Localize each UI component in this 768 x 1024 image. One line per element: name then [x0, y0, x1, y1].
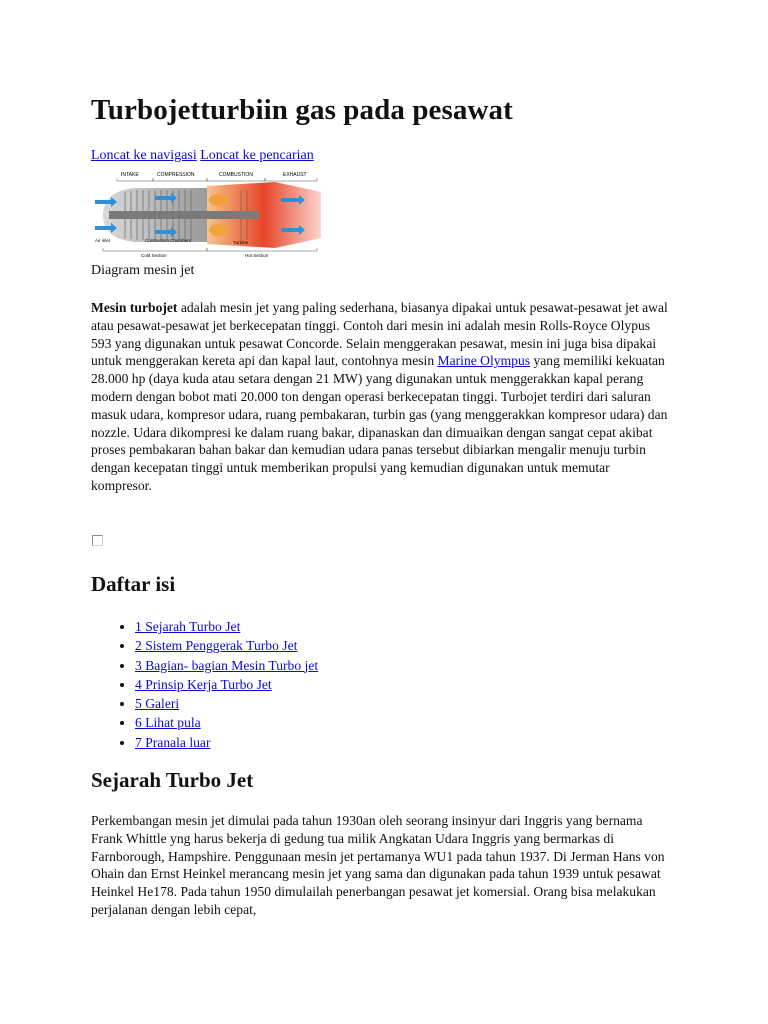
diagram-label-combustion-chambers: Combustion Chambers — [145, 238, 192, 243]
toc-item — [135, 656, 318, 675]
broken-image-icon — [92, 535, 103, 546]
skip-to-search-link[interactable]: Loncat ke pencarian — [200, 148, 314, 163]
toc-link-lihat-pula[interactable]: 6 Lihat pula — [135, 715, 201, 731]
section-paragraph-sejarah: Perkembangan mesin jet dimulai pada tahun 1930an oleh seorang insinyur dari Inggris yang bernama Frank Whittle yng harus bekerja di gedung tua milik Angkatan Udara Inggris yang bermarkas di Farnborough, Hampshire. Penggunaan mesin jet pertamanya WU1 pada tahun 1937. Di Jerman Hans von Ohain dan Ernst Heinkel merancang mesin jet yang sama dan digunakan pada tahun 1939 untuk pesawat Heinkel He178. Pada tahun 1950 dimulailah penerbangan pesawat jet komersial. Orang bisa melakukan perjalanan dengan lebih cepat, — [91, 813, 665, 917]
jet-engine-diagram — [95, 168, 321, 262]
diagram-section-guides — [117, 178, 317, 181]
table-of-contents — [91, 617, 318, 752]
toc-link-galeri[interactable]: 5 Galeri — [135, 696, 180, 712]
lead-bold-term: Mesin turbojet — [91, 300, 178, 315]
diagram-label-cold-section: Cold Section — [141, 253, 167, 258]
engine-body — [103, 182, 321, 248]
toc-item — [135, 617, 318, 636]
lead-paragraph — [91, 299, 671, 495]
section-title-sejarah: Sejarah Turbo Jet — [91, 768, 254, 792]
diagram-label-air-inlet: Air inlet — [95, 238, 111, 243]
toc-title: Daftar isi — [91, 572, 176, 596]
toc-item — [135, 733, 318, 752]
toc-link-bagian-mesin[interactable]: 3 Bagian- bagian Mesin Turbo jet — [135, 657, 319, 673]
page-title: Turbojetturbiin gas pada pesawat — [91, 94, 513, 126]
skip-to-navigation-link[interactable]: Loncat ke navigasi — [91, 148, 197, 163]
marine-olympus-link[interactable]: Marine Olympus — [437, 353, 531, 369]
diagram-label-compression: COMPRESSION — [157, 172, 195, 178]
toc-item — [135, 694, 318, 713]
toc-link-sejarah[interactable]: 1 Sejarah Turbo Jet — [135, 619, 241, 634]
diagram-label-combustion: COMBUSTION — [219, 172, 253, 178]
diagram-caption: Diagram mesin jet — [91, 263, 195, 278]
diagram-label-hot-section: Hot Section — [245, 253, 269, 258]
toc-item — [135, 675, 318, 694]
lead-text-2: yang memiliki kekuatan 28.000 hp (daya kuda atau setara dengan 21 MW) yang digunakan untuk menggerakkan kapal perang modern dengan bobot mati 20.000 ton dengan operasi berkecepatan tinggi. Turbojet terdiri dari saluran masuk udara, kompresor udara, ruang pembakaran, turbin gas (yang menggerakkan kompresor udara) dan nozzle. Udara dikompresi ke dalam ruang bakar, dipanaskan dan dimuaikan dengan sangat cepat akibat proses pembakaran bahan bakar dan kemudian udara panas tersebut dibiarkan mengalir menuju turbin dengan kecepatan tinggi untuk memberikan propulsi yang kemudian digunakan untuk memutar kompresor. — [91, 353, 668, 493]
diagram-label-intake: INTAKE — [121, 172, 139, 178]
diagram-label-turbine: Turbine — [233, 240, 249, 245]
skip-links — [91, 148, 314, 164]
diagram-section-brackets — [103, 248, 317, 251]
toc-item — [135, 713, 318, 732]
toc-link-sistem-penggerak[interactable]: 2 Sistem Penggerak Turbo Jet — [135, 638, 298, 654]
toc-item — [135, 636, 318, 655]
diagram-label-exhaust: EXHAUST — [283, 172, 307, 178]
toc-link-prinsip-kerja[interactable]: 4 Prinsip Kerja Turbo Jet — [135, 676, 272, 692]
toc-link-pranala-luar[interactable]: 7 Pranala luar — [135, 734, 211, 750]
lead-text-1: adalah mesin jet yang paling sederhana, biasanya dipakai untuk pesawat-pesawat jet awal atau pesawat-pesawat jet berkecepatan tinggi. Contoh dari mesin ini adalah mesin Rolls-Royce Olypus 593 yang digunakan untuk pesawat Concorde. Selain menggerakan pesawat, mesin ini juga bisa dipakai untuk menggerakan kereta api dan kapal laut, contohnya mesin — [91, 300, 668, 369]
